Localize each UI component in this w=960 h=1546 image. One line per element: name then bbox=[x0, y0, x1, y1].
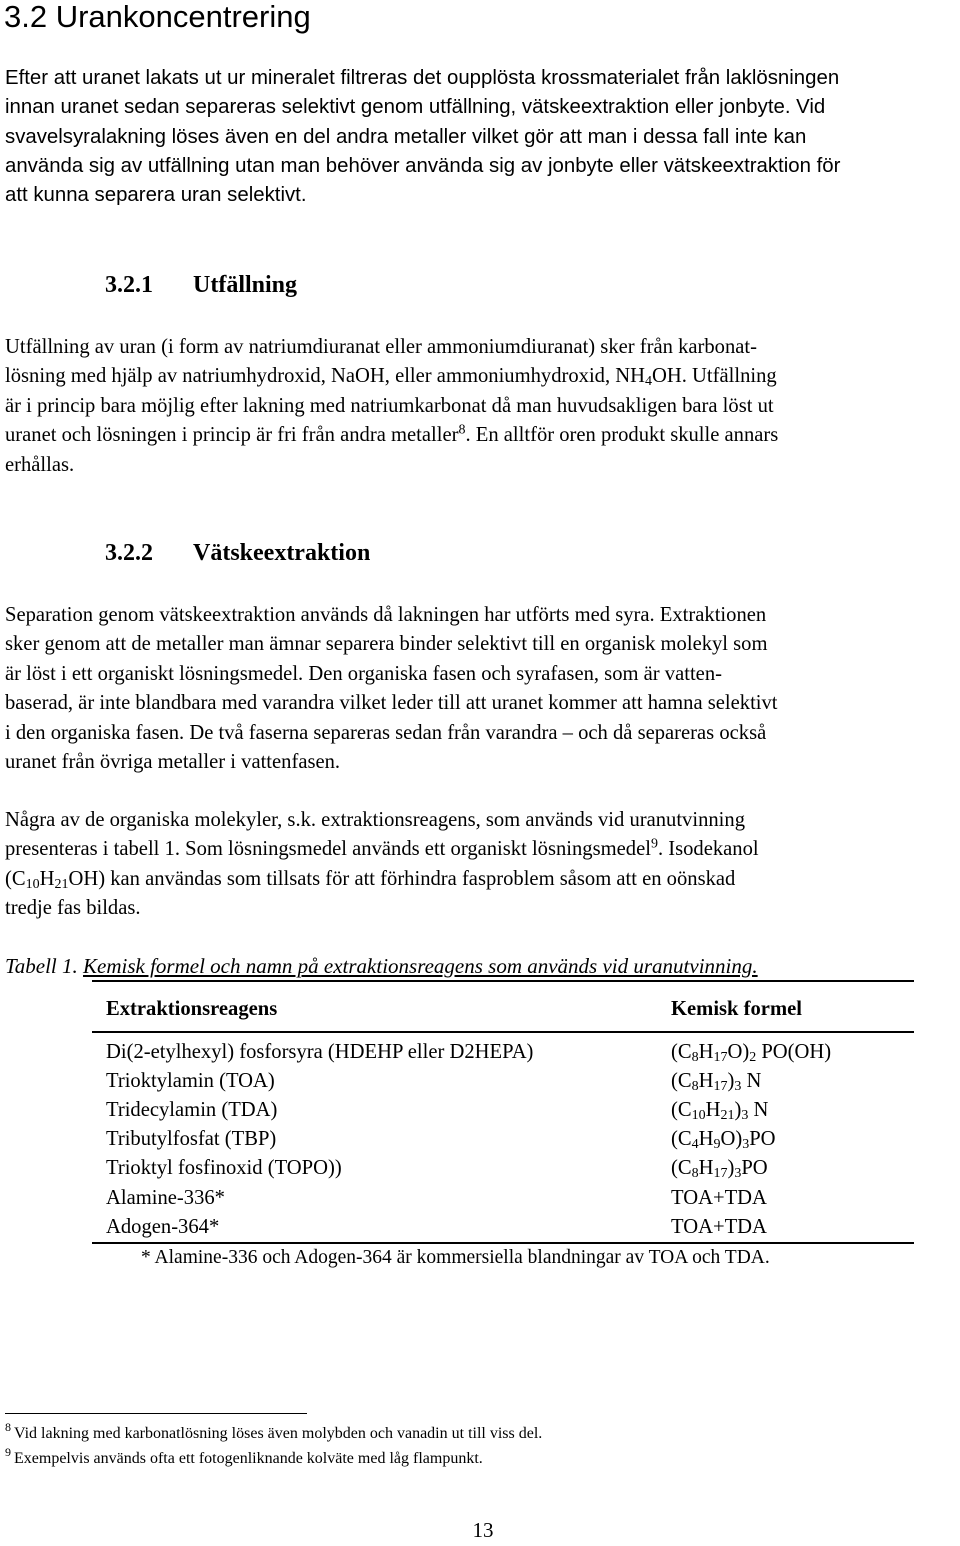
subsection-heading-vatskeextraktion bbox=[105, 540, 370, 567]
text-line: är i princip bara möjlig efter lakning med natriumkarbonat då man huvudsakligen bara löst ut bbox=[5, 394, 774, 417]
table-cell-name: Alamine-336* bbox=[106, 1187, 225, 1209]
text-line: Separation genom vätskeextraktion används då lakningen har utförts med syra. Extraktionen bbox=[5, 604, 767, 626]
text-line: i den organiska fasen. De två faserna separeras sedan från varandra – och då separeras också bbox=[5, 721, 767, 744]
footnote-mark: 8 bbox=[5, 1419, 11, 1434]
text-line: innan uranet sedan separeras selektivt genom utfällning, vätskeextraktion eller jonbyte. Vid bbox=[5, 96, 826, 119]
table-cell-formula: $(C_8H_{17}O)_2$ PO(OH) bbox=[671, 1041, 832, 1065]
text-line: Utfällning av uran (i form av natriumdiuranat eller ammoniumdiuranat) sker från karbonat- bbox=[5, 336, 757, 358]
table-cell-name: Tridecylamin (TDA) bbox=[106, 1099, 278, 1121]
footnote bbox=[5, 1444, 483, 1468]
footnote-separator bbox=[5, 1413, 307, 1414]
intro-paragraph bbox=[5, 64, 955, 210]
table-cell-formula: $(C_4H_9O)_3PO$ bbox=[671, 1128, 776, 1152]
table-note: * Alamine-336 och Adogen-364 är kommersiella blandningar av TOA och TDA. bbox=[141, 1247, 770, 1268]
subsection-number: 3.2.2 bbox=[105, 540, 153, 566]
table-cell-formula: $(C_{10}H_{21})_3$ N bbox=[671, 1099, 769, 1123]
table-cell-formula: $(C_8H_{17})_3PO$ bbox=[671, 1157, 768, 1181]
text-line: sker genom att de metaller man ämnar separera binder selektivt till en organisk molekyl som bbox=[5, 633, 768, 656]
table-header-formel: Kemisk formel bbox=[671, 998, 802, 1020]
text-line: är löst i ett organiskt lösningsmedel. Den organiska fasen och syrafasen, som är vatten- bbox=[5, 662, 722, 685]
page-number: 13 bbox=[472, 1518, 494, 1542]
text-line: baserad, är inte blandbara med varandra vilket leder till att uranet kommer att hamna selektivt bbox=[5, 692, 778, 715]
table-cell-name: Tributylfosfat (TBP) bbox=[106, 1128, 277, 1150]
vatskeextraktion-paragraph-1 bbox=[5, 601, 955, 777]
table-caption bbox=[5, 952, 758, 981]
table-top-rule bbox=[92, 980, 914, 982]
subsection-number: 3.2.1 bbox=[105, 272, 153, 298]
footnote-ref: 8 bbox=[458, 422, 466, 438]
caption-text: Kemisk formel och namn på extraktionsreagens som används vid uranutvinning. bbox=[83, 954, 758, 978]
footnote-text: Vid lakning med karbonatlösning löses även molybden och vanadin ut till viss del. bbox=[14, 1425, 543, 1442]
text-line: uranet och lösningen i princip är fri från andra metaller$^8$. En alltför oren produkt skulle annars bbox=[5, 422, 779, 447]
table-cell-formula: TOA+TDA bbox=[671, 1216, 767, 1238]
subsection-title: Vätskeextraktion bbox=[193, 540, 371, 566]
text-line: svavelsyralakning löses även en del andra metaller vilket gör att man i dessa fall inte kan bbox=[5, 125, 807, 148]
table-header-reagens: Extraktionsreagens bbox=[106, 998, 278, 1020]
text-line: Efter att uranet lakats ut ur mineralet filtreras det oupplösta krossmaterialet från laklösningen bbox=[5, 67, 840, 89]
text-line: Några av de organiska molekyler, s.k. extraktionsreagens, som används vid uranutvinning bbox=[5, 809, 745, 831]
table-cell-formula: $(C_8H_{17})_3$ N bbox=[671, 1070, 762, 1094]
text-line: erhållas. bbox=[5, 453, 75, 476]
table-cell-name: Adogen-364* bbox=[106, 1216, 220, 1238]
table-cell-name: Trioktylamin (TOA) bbox=[106, 1070, 275, 1092]
table-cell-name: Di(2-etylhexyl) fosforsyra (HDEHP eller D2HEPA) bbox=[106, 1041, 534, 1063]
text-line: $(C_{10}H_{21}OH)$ kan användas som tillsats för att förhindra fasproblem såsom att en oönskad bbox=[5, 867, 736, 892]
text-line: uranet från övriga metaller i vattenfasen. bbox=[5, 751, 341, 774]
text-line: att kunna separera uran selektivt. bbox=[5, 184, 307, 207]
caption-label: Tabell 1. bbox=[5, 954, 78, 978]
footnote-mark: 9 bbox=[5, 1444, 11, 1459]
utfallning-paragraph bbox=[5, 333, 955, 480]
subsection-title: Utfällning bbox=[193, 272, 298, 298]
text-line: presenteras i tabell 1. Som lösningsmedel används ett organiskt lösningsmedel$^9$. Isodekanol bbox=[5, 836, 759, 861]
vatskeextraktion-paragraph-2 bbox=[5, 806, 955, 924]
text-line: lösning med hjälp av natriumhydroxid, NaOH, eller ammoniumhydroxid, $NH_4OH$. Utfällning bbox=[5, 365, 777, 390]
footnote-ref: 9 bbox=[650, 836, 658, 852]
footnote-text: Exempelvis används ofta ett fotogenliknande kolväte med låg flampunkt. bbox=[14, 1450, 483, 1467]
text-line: tredje fas bildas. bbox=[5, 897, 141, 920]
table-cell-formula: TOA+TDA bbox=[671, 1187, 767, 1209]
section-title: 3.2 Urankoncentrering bbox=[4, 0, 311, 34]
table-header-rule bbox=[92, 1031, 914, 1033]
subsection-heading-utfallning bbox=[105, 272, 297, 299]
footnote bbox=[5, 1419, 543, 1443]
table-cell-name: Trioktyl fosfinoxid (TOPO)) bbox=[106, 1157, 342, 1179]
text-line: använda sig av utfällning utan man behöver använda sig av jonbyte eller vätskeextraktion för bbox=[5, 154, 841, 177]
